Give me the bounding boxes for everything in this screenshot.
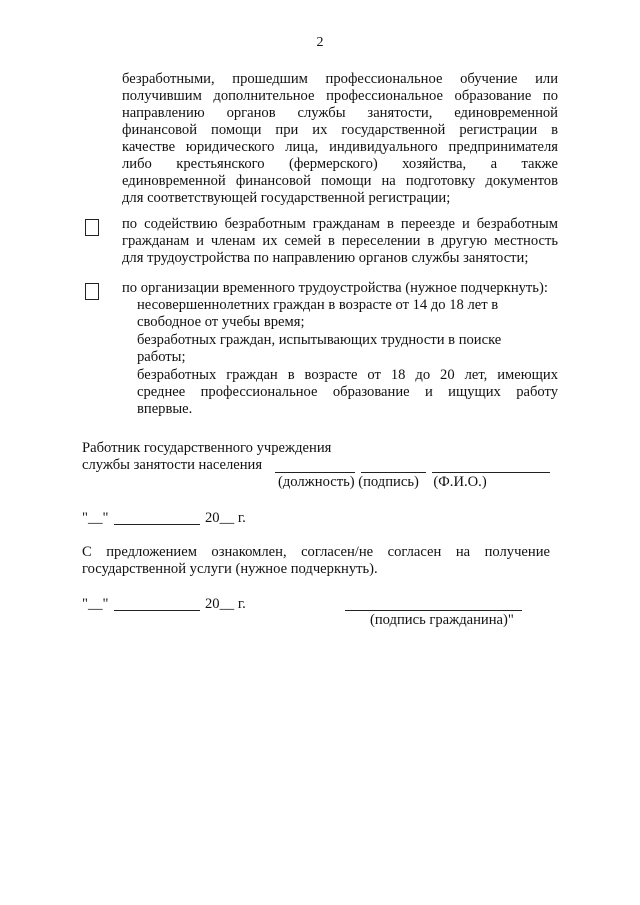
sub-line: среднее профессиональное образование и ищущих работу [137, 384, 558, 400]
citizen-signature-caption: (подпись гражданина)" [370, 612, 514, 628]
intro-line: единовременной финансовой помощи на подготовку документов [122, 173, 558, 189]
intro-paragraph [122, 71, 558, 207]
employee-label-line2: службы занятости населения [82, 457, 263, 473]
temporary-employment-checkbox[interactable] [85, 283, 99, 300]
relocation-line: для трудоустройства по направлению органов службы занятости; [122, 250, 529, 266]
intro-line: безработными, прошедшим профессиональное обучение или [122, 71, 558, 87]
intro-line: качестве юридического лица, индивидуального предпринимателя [122, 139, 558, 155]
full-name-field[interactable] [432, 472, 550, 473]
consent-paragraph [82, 544, 550, 578]
signature-field[interactable] [361, 472, 426, 473]
date-day-field-2: "__" [82, 596, 109, 612]
position-field[interactable] [275, 472, 355, 473]
consent-line: государственной услуги (нужное подчеркнуть). [82, 561, 378, 577]
sub-line: работы; [137, 349, 186, 365]
consent-line: С предложением ознакомлен, согласен/не согласен на получение [82, 544, 550, 560]
intro-line: направлению органов службы занятости, единовременной [122, 105, 558, 121]
intro-line: получившим дополнительное профессиональное образование по [122, 88, 558, 104]
temporary-item-difficulties[interactable] [137, 332, 558, 366]
sub-line: безработных граждан, испытывающих трудности в поиске [137, 332, 502, 348]
date-year-1: 20__ г. [205, 510, 246, 526]
intro-line: финансовой помощи при их государственной регистрации в [122, 122, 558, 138]
citizen-signature-field[interactable] [345, 610, 522, 611]
date-year-2: 20__ г. [205, 596, 246, 612]
employee-signature-caption: (должность) (подпись) (Ф.И.О.) [278, 474, 487, 490]
intro-line: для соответствующей государственной регистрации; [122, 190, 451, 206]
date-day-field-1: "__" [82, 510, 109, 526]
date-month-field-1[interactable] [114, 524, 200, 525]
temporary-item-minors[interactable] [137, 297, 558, 331]
relocation-option-text [122, 216, 558, 267]
sub-line: несовершеннолетних граждан в возрасте от 14 до 18 лет в [137, 297, 499, 313]
temporary-employment-heading: по организации временного трудоустройства (нужное подчеркнуть): [122, 280, 548, 296]
intro-line: либо крестьянского (фермерского) хозяйства, а также [122, 156, 558, 172]
relocation-checkbox[interactable] [85, 219, 99, 236]
date-month-field-2[interactable] [114, 610, 200, 611]
sub-line: свободное от учебы время; [137, 314, 305, 330]
temporary-item-graduates[interactable] [137, 367, 558, 418]
page-number: 2 [316, 35, 324, 50]
sub-line: впервые. [137, 401, 193, 417]
sub-line: безработных граждан в возрасте от 18 до 20 лет, имеющих [137, 367, 558, 383]
employee-label-line1: Работник государственного учреждения [82, 440, 332, 456]
relocation-line: по содействию безработным гражданам в переезде и безработным [122, 216, 558, 232]
relocation-line: гражданам и членам их семей в переселении в другую местность [122, 233, 558, 249]
